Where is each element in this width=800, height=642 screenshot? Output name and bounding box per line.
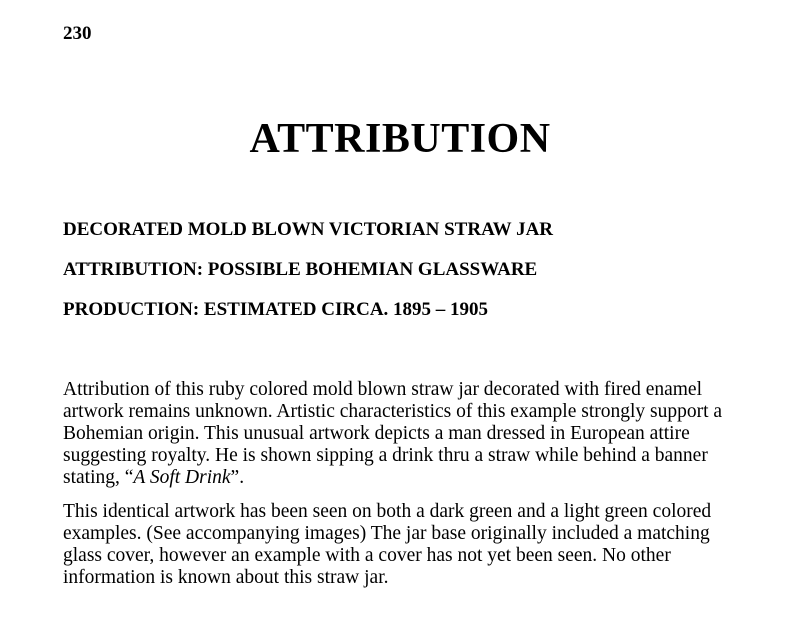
item-description: DECORATED MOLD BLOWN VICTORIAN STRAW JAR [63,219,554,240]
page-title: ATTRIBUTION [249,116,551,162]
body-text [63,379,753,601]
paragraph-1-text: Attribution of this ruby colored mold blown straw jar decorated with fired enamel artwork remains unknown. Artistic characteristics of this example strongly support a Bohemian origin. This unusual artwork depicts a man dressed in European attire suggesting royalty. He is shown sipping a drink thru a straw while behind a banner stating, “ [63,379,723,488]
attribution-line: ATTRIBUTION: POSSIBLE BOHEMIAN GLASSWARE [63,259,538,280]
paragraph-2: This identical artwork has been seen on both a dark green and a light green colored examples. (See accompanying images) The jar base originally included a matching glass cover, however an example with a cover has not yet been seen. No other information is known about this straw jar. [63,501,712,588]
production-line: PRODUCTION: ESTIMATED CIRCA. 1895 – 1905 [63,299,489,320]
page-number: 230 [63,23,92,44]
attribution-details [63,219,553,339]
paragraph-1 [63,379,753,489]
paragraph-1-end: ”. [230,467,245,488]
banner-quote: A Soft Drink [133,467,231,488]
